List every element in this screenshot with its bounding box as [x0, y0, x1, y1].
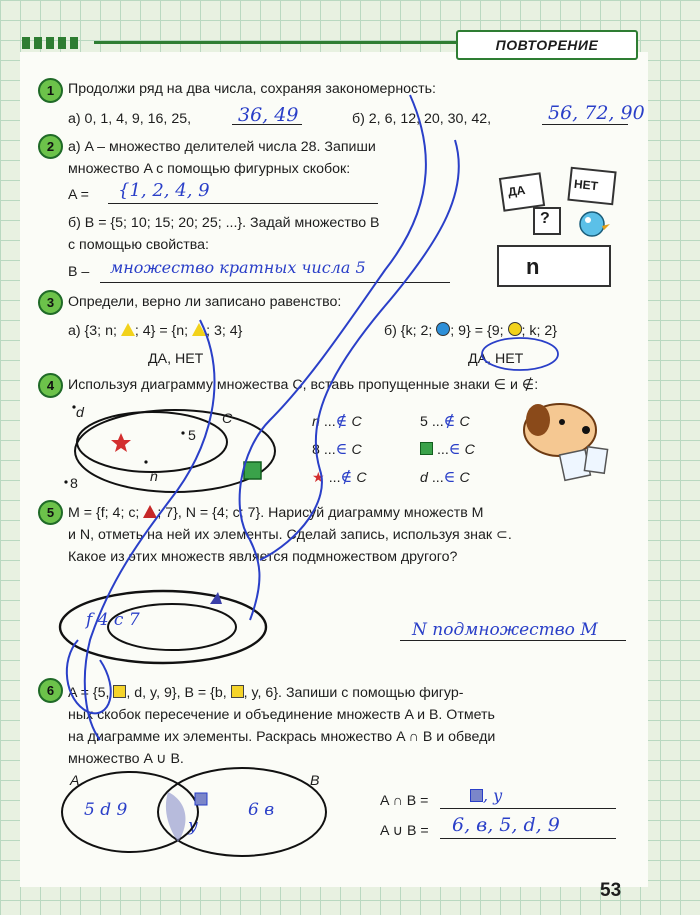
set-n-ellipse [108, 604, 236, 650]
red-star-icon [111, 433, 131, 452]
task-2a-line1: а) A – множество делителей числа 28. Запиши [68, 139, 376, 155]
task-5-diagram-labels: f 4 c 7 [86, 610, 140, 630]
task-6-set-b-elements: 6 в [248, 800, 275, 820]
task-4-row-3: 8 ...∈ C [312, 439, 362, 458]
set-b-label: B [310, 773, 320, 789]
circled-answer-3b [482, 338, 558, 370]
set-c-inner-ellipse [77, 412, 227, 472]
set-c-label-d: d [76, 405, 84, 421]
task-1b-answer: 56, 72, 90 [548, 102, 645, 124]
card-set-n: n [526, 254, 540, 279]
task-1a-answer: 36, 49 [238, 104, 299, 126]
task-5-line1: M = {f; 4; c; ; 7}, N = {4; c; 7}. Нарисуй диаграмму множеств M [68, 505, 484, 521]
page-number: 53 [600, 880, 622, 901]
union-label: A ∪ B = [380, 823, 429, 839]
task-6-line2: ных скобок пересечение и объединение множеств A и B. Отметь [68, 707, 495, 723]
task-2a-label: A = [68, 187, 89, 203]
task-2b-line1: б) B = {5; 10; 15; 20; 25; ...}. Задай множество B [68, 215, 380, 231]
task-5-number: 5 [38, 500, 63, 525]
yellow-square-in-intersection [195, 793, 207, 805]
point-d [72, 405, 75, 408]
set-c-label-5: 5 [188, 428, 196, 444]
pen-scribble-1 [240, 95, 426, 620]
task-6-line3: на диаграмме их элементы. Раскрась множество A ∩ B и обведи [68, 729, 496, 745]
intersection-label: A ∩ B = [380, 793, 429, 809]
task-3a-options: ДА, НЕТ [148, 351, 204, 367]
task-4-row-5: ★ ...∉ C [312, 467, 367, 486]
task-2b-label: B – [68, 264, 90, 280]
task-2b-line2: с помощью свойства: [68, 237, 209, 253]
set-c-label-C: C [222, 411, 233, 427]
task-1-text: Продолжи ряд на два числа, сохраняя закономерность: [68, 81, 436, 97]
union-answer: 6, в, 5, d, 9 [452, 814, 560, 836]
task-5-line2: и N, отметь на ней их элементы. Сделай запись, используя знак ⊂. [68, 527, 512, 543]
task-4-row-2: 5 ...∉ C [420, 411, 470, 430]
card-question: ? [540, 210, 550, 227]
task-6-line1: A = {5, , d, y, 9}, B = {b, , y, 6}. Запиши с помощью фигур- [68, 685, 464, 701]
task-1-number: 1 [38, 78, 63, 103]
set-a-label: A [70, 773, 80, 789]
task-2a-line2: множество A с помощью фигурных скобок: [68, 161, 351, 177]
card-no: НЕТ [573, 176, 599, 194]
task-3-text: Определи, верно ли записано равенство: [68, 294, 342, 310]
pen-scribble-3 [85, 320, 215, 740]
task-3b-equation: б) {k; 2; ; 9} = {9; ; k; 2} [384, 323, 558, 339]
task-6-intersection-element: y [188, 816, 198, 836]
card-yes: ДА [507, 182, 527, 200]
set-c-label-8: 8 [70, 476, 78, 492]
dog-illustration [524, 404, 608, 480]
task-1a-sequence: а) 0, 1, 4, 9, 16, 25, [68, 111, 192, 127]
task-6-number: 6 [38, 678, 63, 703]
task-4-number: 4 [38, 373, 63, 398]
task-4-text: Используя диаграмму множества C, вставь пропущенные знаки ∈ и ∉: [68, 377, 539, 393]
task-6-line4: множество A ∪ B. [68, 751, 184, 767]
task-2-number: 2 [38, 134, 63, 159]
task-4-row-4: ...∈ C [420, 440, 475, 459]
red-star-icon: ★ [312, 470, 325, 486]
task-3a-equation: а) {3; n; ; 4} = {n; ; 3; 4} [68, 323, 243, 339]
task-4-row-1: n ...∉ C [312, 411, 362, 430]
section-title: ПОВТОРЕНИЕ [456, 30, 638, 60]
task-2b-answer: множество кратных числа 5 [110, 258, 366, 277]
point-5 [181, 431, 184, 434]
point-8 [64, 480, 67, 483]
pen-scribble-2 [260, 140, 459, 560]
task-3b-options: ДА, НЕТ [468, 351, 524, 367]
task-5-answer: N подмножество M [412, 620, 598, 640]
point-n [144, 460, 147, 463]
set-c-label-n: n [150, 469, 158, 485]
task-1b-sequence: б) 2, 6, 12, 20, 30, 42, [352, 111, 492, 127]
task-6-set-a-elements: 5 d 9 [84, 800, 128, 820]
task-3-number: 3 [38, 290, 63, 315]
task-2a-answer: {1, 2, 4, 9 [118, 180, 210, 201]
task-4-row-6: d ...∈ C [420, 467, 470, 486]
intersection-answer: , y [470, 786, 502, 805]
green-square-icon [244, 462, 261, 479]
task-5-line3: Какое из этих множеств является подмножеством другого? [68, 549, 458, 565]
